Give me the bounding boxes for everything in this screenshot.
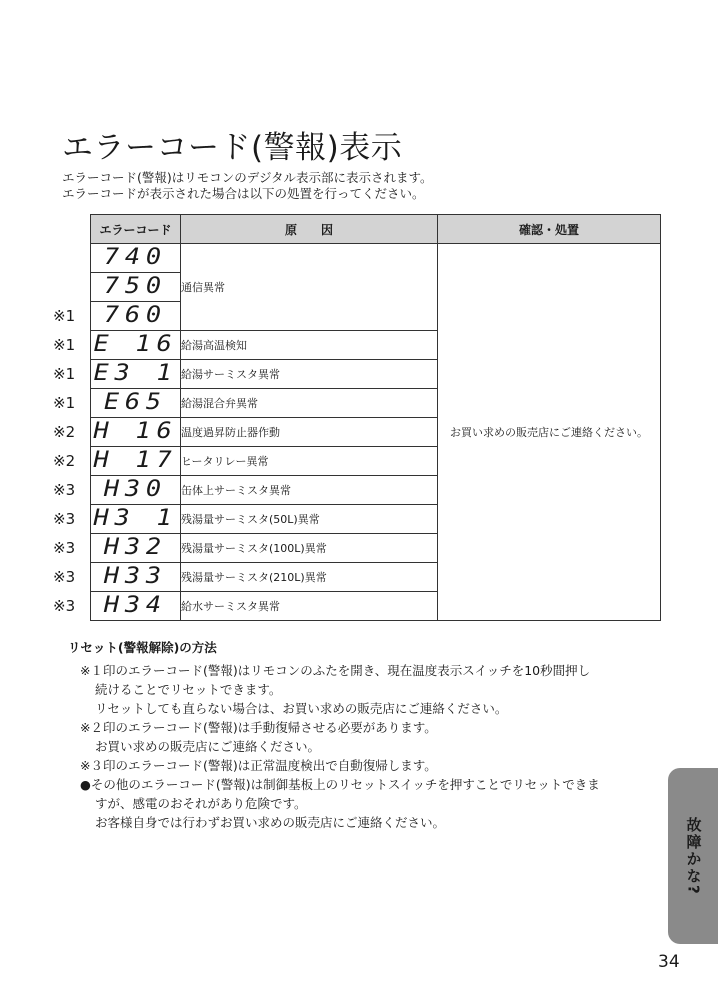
note-line: リセットしても直らない場合は、お買い求めの販売店にご連絡ください。 (95, 701, 508, 716)
cause-cell: 給湯サーミスタ異常 (181, 360, 438, 389)
error-code: H 16 (93, 419, 178, 444)
action-cell: お買い求めの販売店にご連絡ください。 (438, 244, 661, 621)
reset-note (80, 718, 600, 756)
footnote-mark: ※1 (53, 307, 76, 325)
note-line: お買い求めの販売店にご連絡ください。 (95, 739, 321, 754)
code-cell (91, 244, 181, 273)
code-cell (53, 302, 181, 331)
header-action: 確認・処置 (438, 215, 661, 244)
error-code-table (53, 214, 661, 621)
error-code: H32 (104, 535, 167, 560)
intro-line: エラーコードが表示された場合は以下の処置を行ってください。 (62, 186, 425, 201)
error-code: E 16 (93, 332, 178, 357)
cause-cell: 通信異常 (181, 244, 438, 331)
code-cell (53, 476, 181, 505)
footnote-mark: ※3 (53, 481, 76, 499)
error-code: H34 (104, 593, 167, 618)
reset-note (80, 756, 600, 775)
error-code: H 17 (93, 448, 178, 473)
error-code: 750 (104, 274, 167, 299)
note-line: ※３印のエラーコード(警報)は正常温度検出で自動復帰します。 (80, 758, 437, 773)
header-code: エラーコード (91, 215, 181, 244)
note-line: すが、感電のおそれがあり危険です。 (95, 796, 307, 811)
page-number: 34 (658, 952, 680, 972)
footnote-mark: ※3 (53, 510, 76, 528)
code-cell (53, 389, 181, 418)
code-cell (53, 592, 181, 621)
cause-cell: 残湯量サーミスタ(100L)異常 (181, 534, 438, 563)
cause-cell: ヒータリレー異常 (181, 447, 438, 476)
code-cell (53, 505, 181, 534)
note-line: ●その他のエラーコード(警報)は制御基板上のリセットスイッチを押すことでリセットできま (80, 777, 600, 792)
footnote-mark: ※3 (53, 568, 76, 586)
cause-cell: 残湯量サーミスタ(210L)異常 (181, 563, 438, 592)
footnote-mark: ※2 (53, 452, 76, 470)
page-title: エラーコード(警報)表示 (62, 130, 403, 166)
reset-note (80, 775, 600, 832)
error-code: 760 (104, 303, 167, 328)
cause-cell: 温度過昇防止器作動 (181, 418, 438, 447)
error-code: E65 (104, 390, 167, 415)
footnote-mark: ※1 (53, 365, 76, 383)
footnote-mark: ※2 (53, 423, 76, 441)
cause-cell: 残湯量サーミスタ(50L)異常 (181, 505, 438, 534)
error-code: H3 1 (93, 506, 178, 531)
code-cell (53, 447, 181, 476)
intro-line: エラーコード(警報)はリモコンのデジタル表示部に表示されます。 (62, 170, 433, 185)
table-row (91, 244, 661, 273)
code-cell (53, 534, 181, 563)
cause-cell: 給水サーミスタ異常 (181, 592, 438, 621)
error-code: E3 1 (93, 361, 178, 386)
code-cell (53, 331, 181, 360)
code-cell (53, 563, 181, 592)
intro-text (62, 170, 433, 202)
error-code: H33 (104, 564, 167, 589)
note-line: 続けることでリセットできます。 (95, 682, 282, 697)
note-line: ※１印のエラーコード(警報)はリモコンのふたを開き、現在温度表示スイッチを10秒間押し (80, 663, 591, 678)
footnote-mark: ※1 (53, 394, 76, 412)
footnote-mark: ※3 (53, 597, 76, 615)
note-line: お客様自身では行わずお買い求めの販売店にご連絡ください。 (95, 815, 446, 830)
code-cell (91, 273, 181, 302)
reset-note (80, 661, 600, 718)
cause-cell: 給湯高温検知 (181, 331, 438, 360)
code-cell (53, 360, 181, 389)
reset-notes (80, 661, 600, 832)
table-header-row (91, 215, 661, 244)
footnote-mark: ※3 (53, 539, 76, 557)
error-code: 740 (104, 245, 167, 270)
cause-cell: 缶体上サーミスタ異常 (181, 476, 438, 505)
code-cell (53, 418, 181, 447)
error-code: H30 (104, 477, 167, 502)
footnote-mark: ※1 (53, 336, 76, 354)
side-tab-label: 故障かな? (684, 816, 703, 896)
section-side-tab (668, 768, 718, 944)
reset-section-title: リセット(警報解除)の方法 (68, 640, 217, 655)
note-line: ※２印のエラーコード(警報)は手動復帰させる必要があります。 (80, 720, 437, 735)
cause-cell: 給湯混合弁異常 (181, 389, 438, 418)
header-cause: 原 因 (181, 215, 438, 244)
